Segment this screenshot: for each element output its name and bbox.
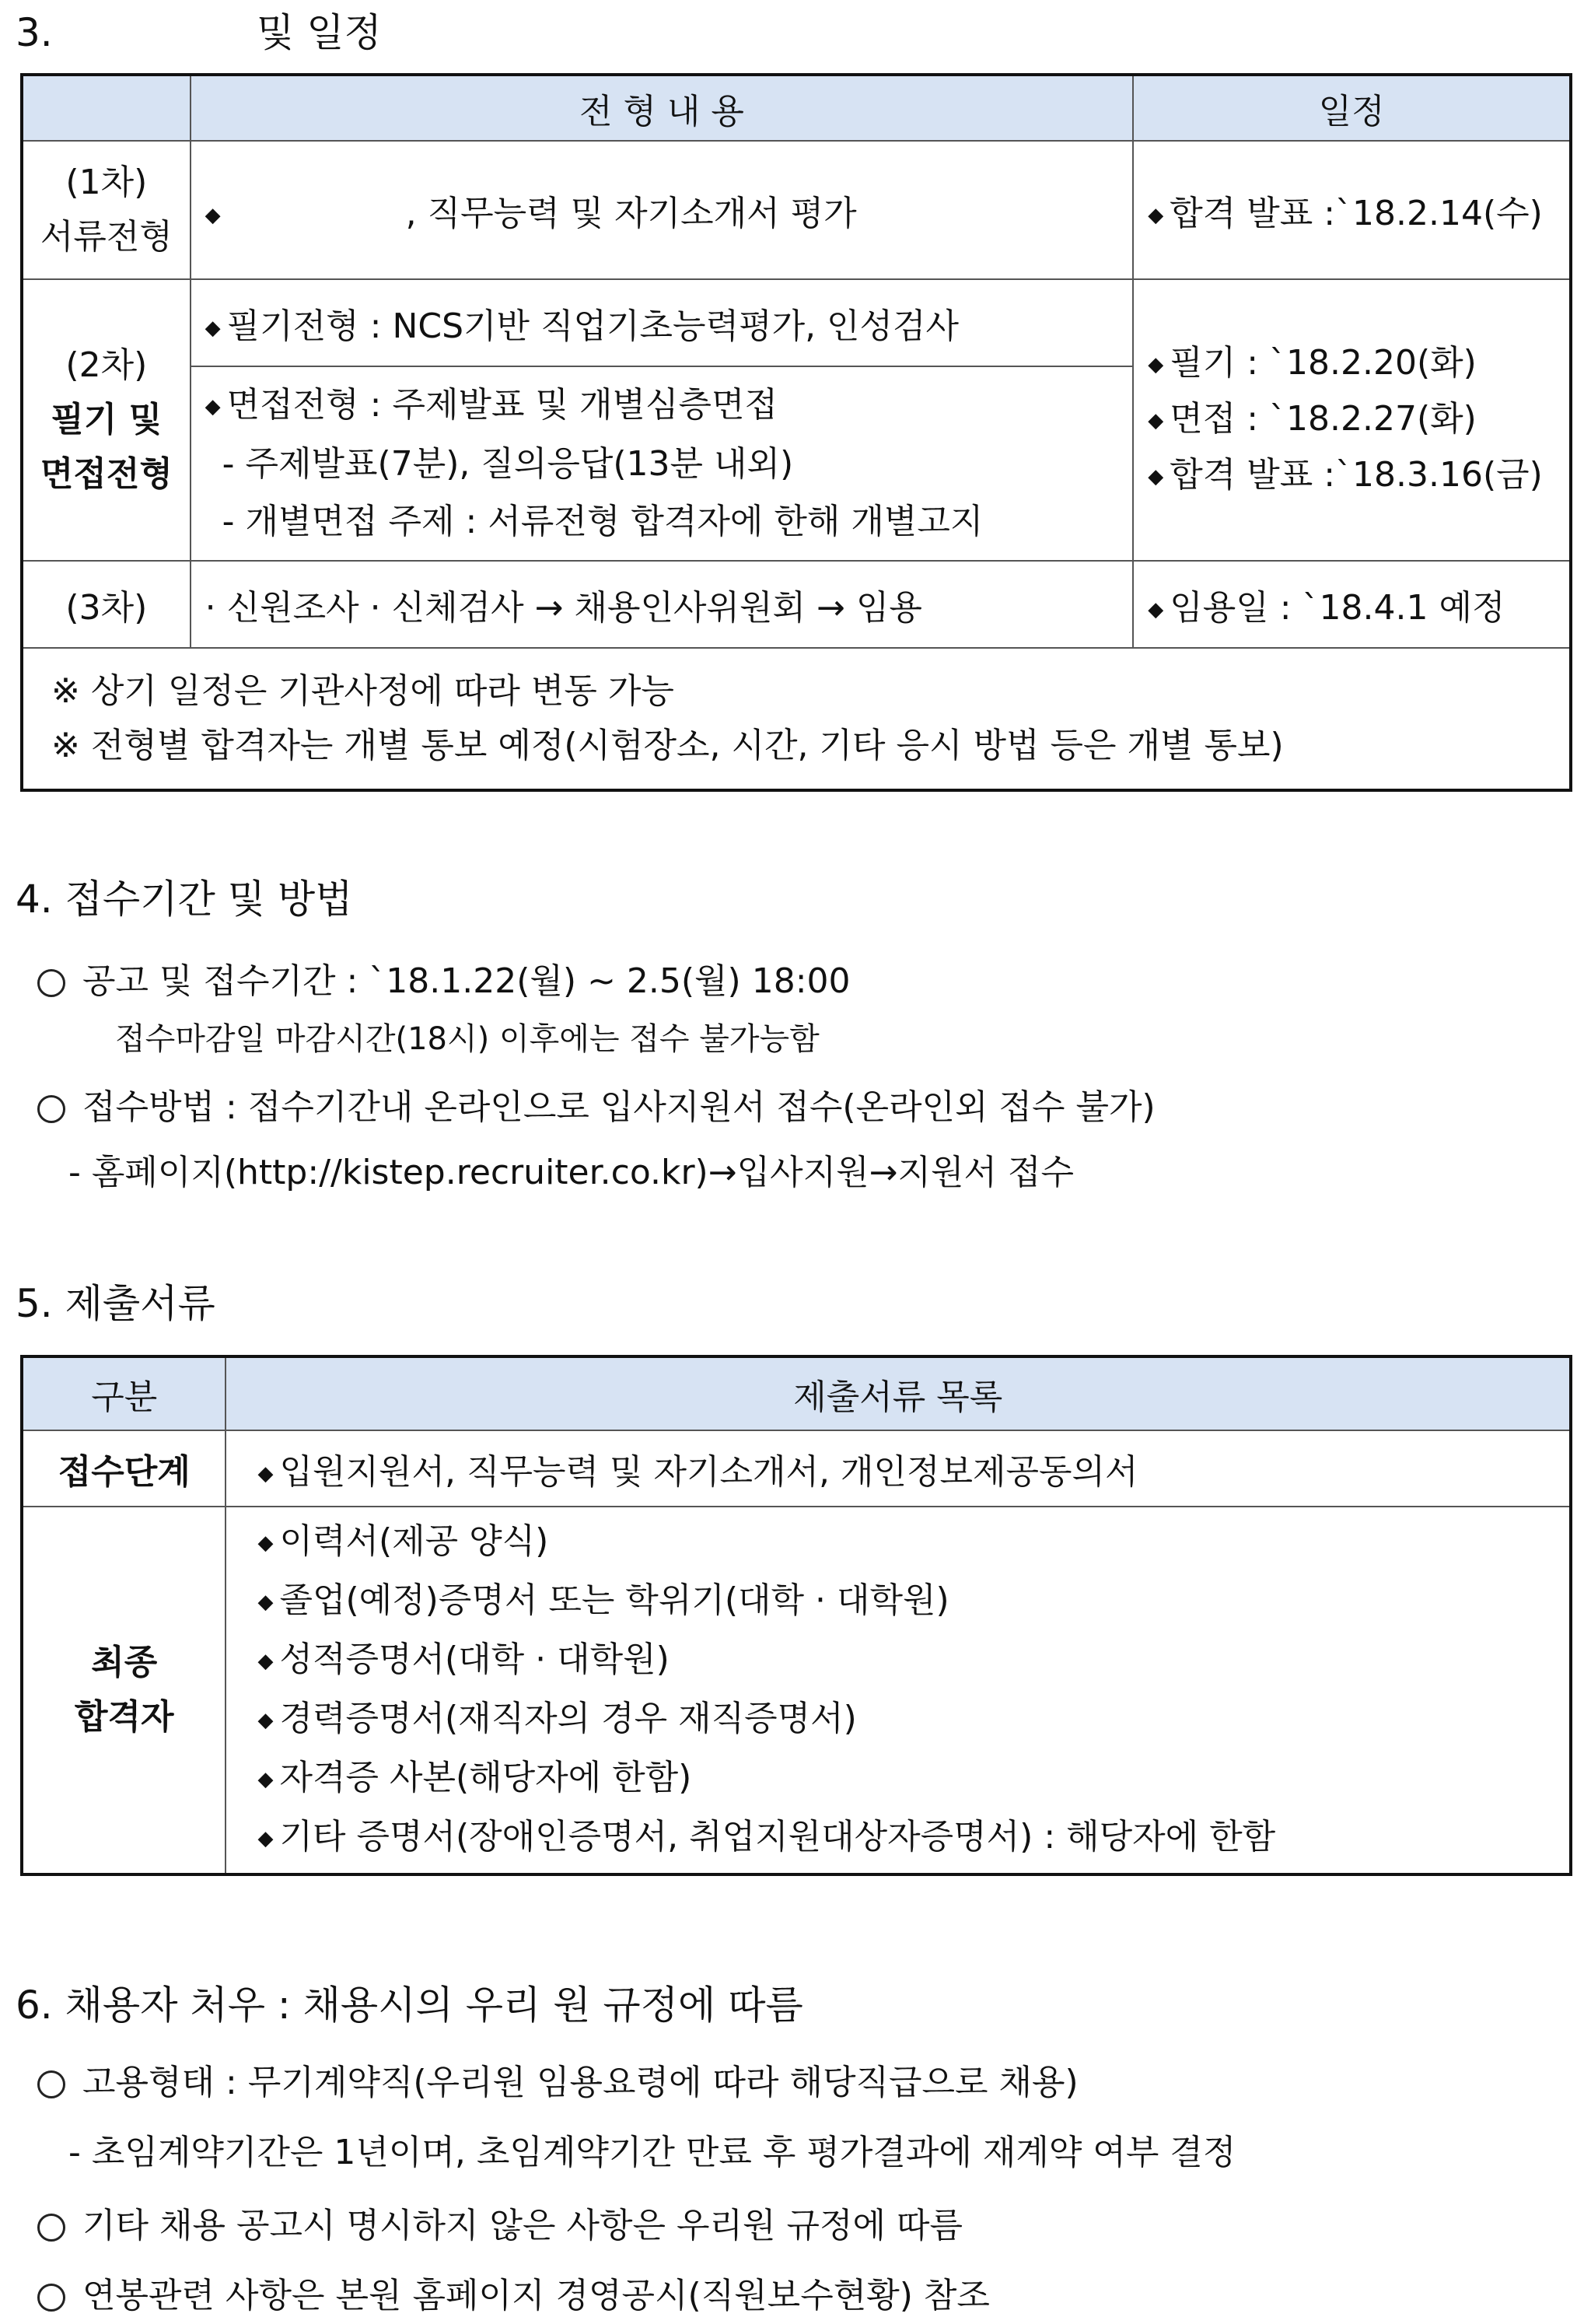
bullet-diamond-icon: ◆ — [205, 204, 221, 227]
bullet-diamond-icon: ◆ — [1148, 409, 1164, 432]
bullet-diamond-icon: ◆ — [1148, 598, 1164, 621]
document-item: 졸업(예정)증명서 또는 학위기(대학 · 대학원) — [279, 1580, 949, 1620]
note-text: ※ 전형별 합격자는 개별 통보 예정(시험장소, 시간, 기타 응시 방법 등은 개별 통보) — [51, 726, 1284, 765]
circle-bullet-icon — [37, 2214, 65, 2242]
bullet-diamond-icon: ◆ — [257, 1650, 274, 1673]
section3-number: 3. — [16, 10, 53, 55]
item-text: 기타 채용 공고시 명시하지 않은 사항은 우리원 규정에 따름 — [82, 2206, 963, 2245]
bullet-diamond-icon: ◆ — [205, 317, 221, 340]
header-category: 구분 — [23, 1357, 226, 1430]
stage-label: 서류전형 — [40, 217, 173, 257]
document-item: 입원지원서, 직무능력 및 자기소개서, 개인정보제공동의서 — [279, 1452, 1138, 1492]
bullet-diamond-icon: ◆ — [257, 1827, 274, 1850]
schedule-table-header — [23, 75, 1570, 141]
section6-item — [37, 2063, 1079, 2103]
circle-bullet-icon — [37, 2070, 65, 2098]
schedule-text: 합격 발표 :`18.3.16(금) — [1170, 455, 1543, 495]
section4-heading: 4. 접수기간 및 방법 — [16, 877, 353, 922]
stage-label: (3차) — [65, 588, 148, 628]
bullet-diamond-icon: ◆ — [205, 395, 221, 418]
header-schedule: 일정 — [1133, 75, 1570, 141]
circle-bullet-icon — [37, 2284, 65, 2312]
bullet-diamond-icon: ◆ — [1148, 353, 1164, 376]
content-cell — [191, 561, 1134, 648]
bullet-diamond-icon: ◆ — [257, 1462, 274, 1486]
section4-item — [37, 961, 851, 1002]
category-label: 합격자 — [74, 1697, 174, 1737]
bullet-diamond-icon: ◆ — [1148, 204, 1164, 227]
circle-bullet-icon — [37, 1095, 65, 1123]
item-text: 고용형태 : 무기계약직(우리원 임용요령에 따라 해당직급으로 채용) — [82, 2063, 1079, 2102]
schedule-text: 필기 : `18.2.20(화) — [1170, 343, 1477, 383]
category-cell — [23, 1507, 226, 1874]
item-text: 연봉관련 사항은 본원 홈페이지 경영공시(직원보수현황) 참조 — [82, 2276, 990, 2315]
stage-cell — [23, 141, 191, 279]
item-text: 접수방법 : 접수기간내 온라인으로 입사지원서 접수(온라인외 접수 불가) — [82, 1087, 1156, 1127]
section5-heading: 5. 제출서류 — [16, 1281, 215, 1326]
document-item: 기타 증명서(장애인증명서, 취업지원대상자증명서) : 해당자에 한함 — [279, 1817, 1276, 1857]
content-cell — [191, 141, 1134, 279]
section6-item — [37, 2276, 990, 2316]
content-text: 면접전형 : 주제발표 및 개별심층면접 — [226, 385, 778, 425]
category-cell: 접수단계 — [23, 1430, 226, 1507]
table-row — [23, 279, 1570, 366]
category-label: 최종 — [91, 1643, 158, 1682]
content-text: - 주제발표(7분), 질의응답(13분 내외) — [222, 444, 794, 484]
stage-label: (2차) — [65, 345, 148, 385]
content-text: - 개별면접 주제 : 서류전형 합격자에 한해 개별고지 — [222, 502, 984, 541]
content-text: 필기전형 : NCS기반 직업기초능력평가, 인성검사 — [226, 306, 960, 346]
documents-table-header — [23, 1357, 1570, 1430]
schedule-text: 합격 발표 :`18.2.14(수) — [1170, 194, 1543, 233]
section4-item — [37, 1087, 1156, 1128]
table-row — [23, 1507, 1570, 1874]
stage-cell — [23, 279, 191, 561]
list-cell — [226, 1430, 1570, 1507]
schedule-text: 임용일 : `18.4.1 예정 — [1170, 588, 1505, 628]
header-list: 제출서류 목록 — [226, 1357, 1570, 1430]
schedule-cell — [1133, 561, 1570, 648]
content-cell — [191, 366, 1134, 561]
bullet-diamond-icon: ◆ — [1148, 465, 1164, 488]
notes-cell — [23, 648, 1570, 789]
bullet-diamond-icon: ◆ — [257, 1531, 274, 1555]
bullet-diamond-icon: ◆ — [257, 1709, 274, 1732]
stage-label: (1차) — [65, 163, 148, 202]
document-item: 경력증명서(재직자의 경우 재직증명서) — [279, 1699, 857, 1738]
note-text: ※ 상기 일정은 기관사정에 따라 변동 가능 — [51, 671, 674, 711]
content-text: · 신원조사 · 신체검사 → 채용인사위원회 → 임용 — [205, 588, 922, 628]
table-row — [23, 648, 1570, 789]
stage-label: 면접전형 — [40, 454, 173, 494]
header-empty — [23, 75, 191, 141]
document-item: 자격증 사본(해당자에 한함) — [279, 1758, 692, 1797]
bullet-diamond-icon: ◆ — [257, 1591, 274, 1614]
schedule-table — [22, 75, 1571, 790]
table-row — [23, 141, 1570, 279]
list-cell — [226, 1507, 1570, 1874]
section6-heading: 6. 채용자 처우 : 채용시의 우리 원 규정에 따름 — [16, 1983, 803, 2028]
section6-subitem: - 초임계약기간은 1년이며, 초임계약기간 만료 후 평가결과에 재계약 여부 결정 — [68, 2133, 1236, 2172]
schedule-cell — [1133, 141, 1570, 279]
schedule-text: 면접 : `18.2.27(화) — [1170, 399, 1477, 439]
content-cell — [191, 279, 1134, 366]
document-item: 성적증명서(대학 · 대학원) — [279, 1640, 670, 1679]
schedule-cell — [1133, 279, 1570, 561]
documents-table — [22, 1356, 1571, 1874]
circle-bullet-icon — [37, 969, 65, 997]
section6-item — [37, 2206, 963, 2246]
section3-heading: 및 일정 — [257, 10, 382, 55]
header-content: 전 형 내 용 — [191, 75, 1134, 141]
table-row — [23, 1430, 1570, 1507]
document-item: 이력서(제공 양식) — [279, 1521, 549, 1561]
section4-subitem: - 홈페이지(http://kistep.recruiter.co.kr)→입사지원→지원서 접수 — [68, 1153, 1074, 1192]
stage-cell — [23, 561, 191, 648]
item-text: 공고 및 접수기간 : `18.1.22(월) ~ 2.5(월) 18:00 — [82, 961, 851, 1001]
stage-label: 필기 및 — [51, 400, 163, 439]
table-row — [23, 561, 1570, 648]
content-text: , 직무능력 및 자기소개서 평가 — [405, 194, 857, 233]
bullet-diamond-icon: ◆ — [257, 1768, 274, 1791]
section4-subitem: 접수마감일 마감시간(18시) 이후에는 접수 불가능함 — [115, 1021, 820, 1057]
